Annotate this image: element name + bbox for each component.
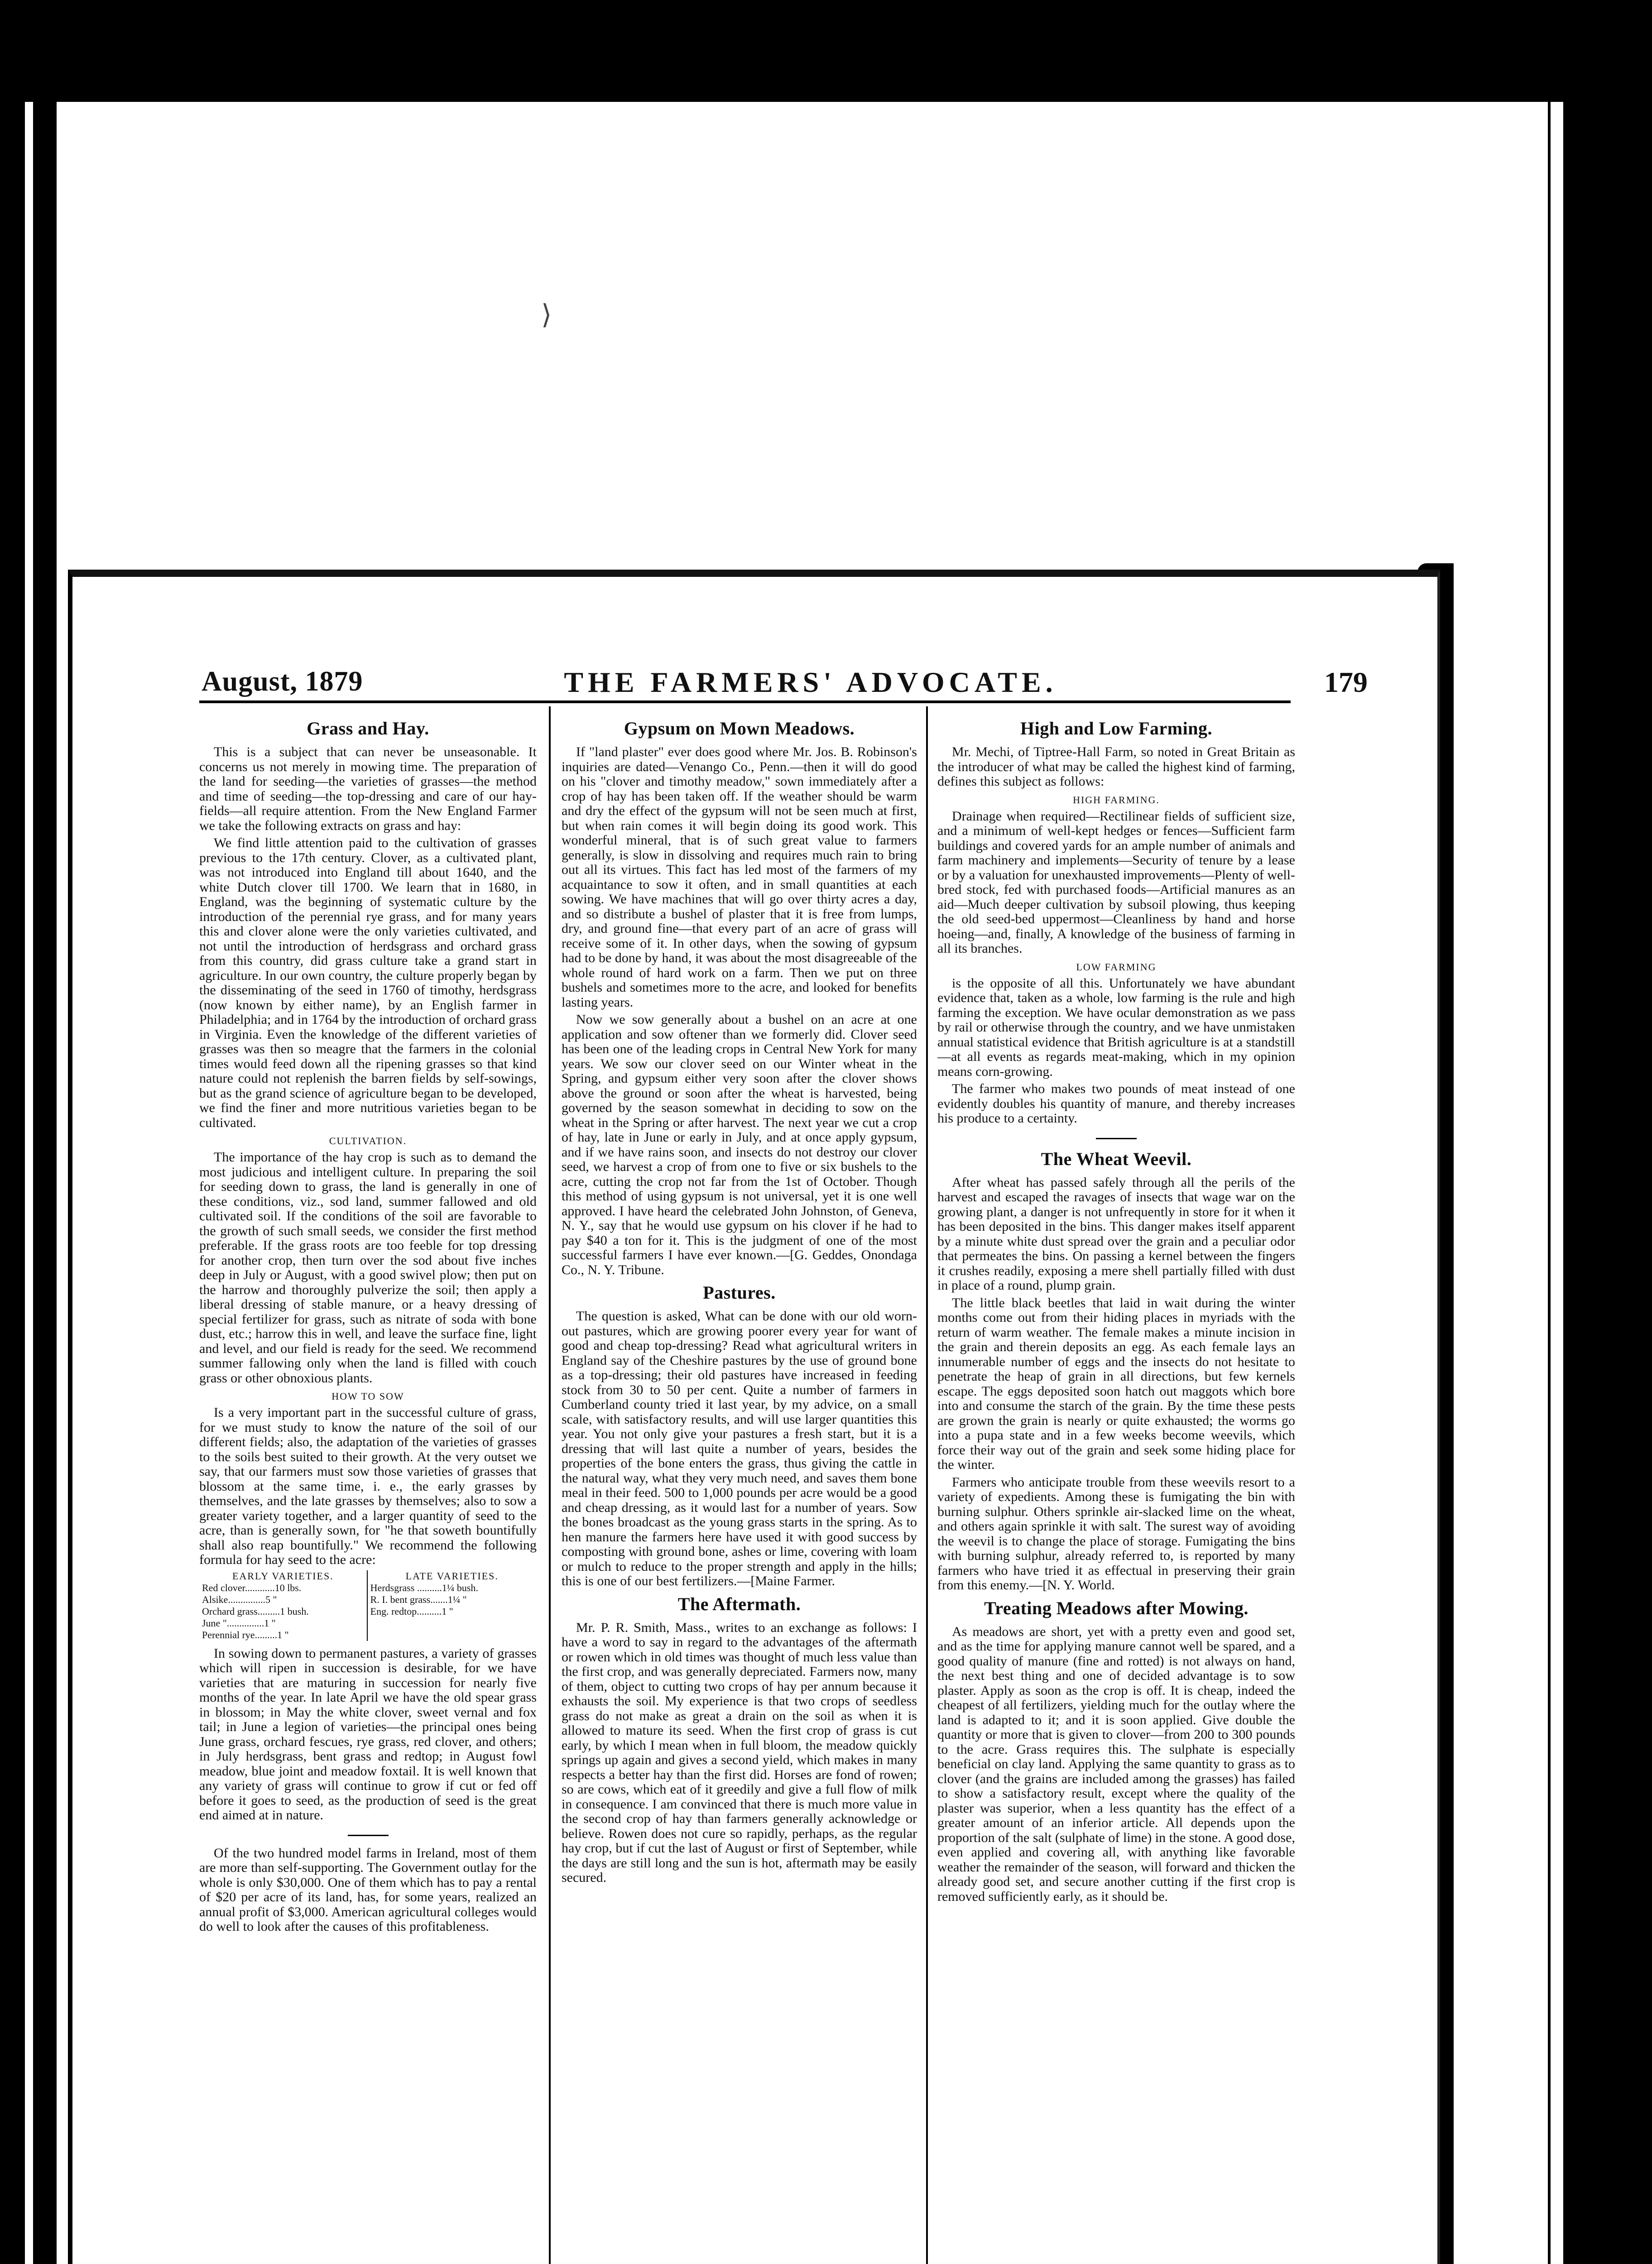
column-3 — [937, 713, 1295, 2253]
article-paragraph: The farmer who makes two pounds of meat instead of one evidently doubles his quantity of manure, and thereby increases his produce to a certainty. — [937, 1081, 1295, 1126]
table-cell: Perennial rye.........1 " — [202, 1629, 289, 1640]
table-row — [199, 1617, 537, 1629]
article-title-high-low-farming: High and Low Farming. — [1020, 718, 1212, 739]
table-row — [199, 1582, 537, 1594]
article-title-treating-meadows: Treating Meadows after Mowing. — [984, 1597, 1249, 1618]
article-title-wheat-weevil: The Wheat Weevil. — [1041, 1148, 1192, 1169]
column-divider-2 — [926, 706, 928, 2264]
scan-border-left-gap — [25, 102, 33, 2264]
table-cell: Alsike...............5 " — [202, 1593, 277, 1605]
table-cell — [367, 1629, 537, 1641]
column-divider-1 — [549, 706, 551, 2264]
page-header — [136, 666, 1368, 697]
article-title-grass-and-hay: Grass and Hay. — [307, 718, 429, 739]
table-row — [199, 1594, 537, 1606]
table-cell: June "...............1 " — [202, 1617, 276, 1629]
article-title-gypsum: Gypsum on Mown Meadows. — [624, 718, 855, 739]
article-paragraph: Mr. P. R. Smith, Mass., writes to an exchange as follows: I have a word to say in regard to the advantages of the aftermath or rowen which in old times was thought of much less value than the first crop, and was generally depreciated. Farmers now, many of them, object to cutting two crops of hay per annum because it exhausts the soil. My experience is that two crops of seedless grass do not make as great a drain on the soil as when it is allowed to mature its seed. When the first crop of grass is cut early, by which I mean when in full bloom, the meadow quickly springs up again and gives a second yield, which makes in many respects a better hay than the first did. Horses are fond of rowen; so are cows, which eat of it greedily and give a full flow of milk in consequence. I am convinced that there is much more value in the second crop of hay than farmers generally acknowledge or believe. Rowen does not cure so rapidly, perhaps, as the regular hay crop, but if cut the last of August or first of September, while the days are still long and the sun is hot, aftermath may be easily secured. — [562, 1620, 917, 1885]
article-paragraph: Is a very important part in the successful culture of grass, for we must study to know the nature of the soil of our different fields; also, the adaptation of the varieties of grasses to the soils best suited to their growth. At the very outset we say, that our farmers must sow those varieties of grasses that blossom at the same time, i. e., the early grasses by themselves, and the late grasses by themselves; also to sow a greater variety together, and a larger quantity of seed to the acre, than is generally sown, for "he that soweth bountifully shall also reap bountifully." We recommend the following formula for hay seed to the acre: — [199, 1405, 537, 1567]
article-paragraph: Now we sow generally about a bushel on an acre at one application and sow oftener than we formerly did. Clover seed has been one of the leading crops in Central New York for many years. We sow our clover seed on our Winter wheat in the Spring, and gypsum either very soon after the clover shows above the ground or soon after the wheat is harvested, being governed by the season somewhat in deciding to sow on the wheat in the Spring or after harvest. The next year we cut a crop of hay, late in June or early in July, and at once apply gypsum, and if we have rains soon, and insects do not destroy our clover seed, we harvest a crop of from one to five or six bushels to the acre, cutting the crop not far from the 1st of October. Though this method of using gypsum is not universal, yet it is one well approved. I have heard the celebrated John Johnston, of Geneva, N. Y., say that he would use gypsum on his clover if he had to pay $40 a ton for it. This is the judgment of one of the most successful farmers I have ever known.—[G. Geddes, Onondaga Co., N. Y. Tribune. — [562, 1012, 917, 1277]
page-number: 179 — [1324, 666, 1368, 698]
table-cell — [367, 1617, 537, 1629]
article-paragraph: After wheat has passed safely through all the perils of the harvest and escaped the ravages of insects that wage war on the growing plant, a danger is not unfrequently in store for it when it has been deposited in the bins. This danger makes itself apparent by a minute white dust spread over the grain and a peculiar odor that permeates the bins. On passing a kernel between the fingers it crushes readily, exposing a mere shell partially filled with dust in place of a round, plump grain. — [937, 1175, 1295, 1293]
table-row — [199, 1629, 537, 1641]
table-header-early: EARLY VARIETIES. — [232, 1570, 334, 1582]
masthead-title: THE FARMERS' ADVOCATE. — [564, 666, 1057, 698]
header-rule — [199, 700, 1291, 703]
scan-border-right — [1563, 0, 1652, 2264]
section-rule — [348, 1835, 389, 1836]
article-title-aftermath: The Aftermath. — [677, 1593, 801, 1614]
scan-border-top — [0, 0, 1652, 102]
article-paragraph: We find little attention paid to the cultivation of grasses previous to the 17th century. Clover, as a cultivated plant, was not introduced into England till about 1640, and the white Dutch clover till 1700. We learn that in 1680, in England, was the beginning of systematic culture by the introduction of the perennial rye grass, and for many years this and clover alone were the only varieties cultivated, and not until the introduction of herdsgrass and orchard grass from this country, did grass culture take a grand start in agriculture. In our own country, the culture properly began by the disseminating of the seed in 1760 of timothy, herdsgrass (now known by either name), by an English farmer in Philadelphia; and in 1764 by the introduction of orchard grass in Virginia. Even the knowledge of the different varieties of grasses was then so meagre that the farmers in the colonial times would feed down all the ripening grasses so that kind nature could not replenish the barren fields by self-sowings, but as the grand science of agriculture began to be developed, we find the finer and more nutritious varieties began to be cultivated. — [199, 835, 537, 1130]
article-paragraph: Drainage when required—Rectilinear fields of sufficient size, and a minimum of well-kept hedges or fences—Sufficient farm buildings and covered yards for an ample number of animals and farm machinery and implements—Security of tenure by a lease or by a valuation for unexhausted improvements—Plenty of well-bred stock, fed with purchased foods—Artificial manures as an aid—Much deeper cultivation by subsoil plowing, thus keeping the old seed-bed uppermost—Cleanliness by hand and horse hoeing—and, finally, A knowledge of the business of farming in all its branches. — [937, 808, 1295, 956]
article-paragraph: Of the two hundred model farms in Ireland, most of them are more than self-supporting. The Government outlay for the whole is only $30,000. One of them which has to pay a rental of $20 per acre of its land, has, for some years, realized an annual profit of $3,000. American agricultural colleges would do well to look after the causes of this profitableness. — [199, 1845, 537, 1934]
article-paragraph: The little black beetles that laid in wait during the winter months come out from their hiding places in myriads with the return of warm weather. The female makes a minute incision in the grain and therein deposits an egg. As each female lays an innumerable number of eggs and the insects do not hesitate to penetrate the heap of grain in all directions, but few kernels escape. The eggs deposited soon hatch out maggots which bore into and consume the starch of the grain. By the time these pests are grown the grain is nearly or quite exhausted; the worms go into a pupa state and in a few weeks become weevils, which force their way out of the grain and seek some hiding place for the winter. — [937, 1295, 1295, 1472]
article-paragraph: This is a subject that can never be unseasonable. It concerns us not merely in mowing time. The preparation of the land for seeding—the varieties of grasses—the method and time of seeding—the top-dressing and care of our hay-fields—all require attention. From the New England Farmer we take the following extracts on grass and hay: — [199, 744, 537, 833]
subheading-high-farming: HIGH FARMING. — [1073, 794, 1160, 806]
scan-edge-line — [1548, 102, 1551, 2264]
article-paragraph: The question is asked, What can be done with our old worn-out pastures, which are growing poorer every year for want of good and cheap top-dressing? Read what agricultural writers in England say of the Cheshire pastures by the use of ground bone as a top-dressing; their old pastures have increased in feeding stock from 30 to 50 per cent. Quite a number of farmers in Cumberland county tried it last year, by my advice, on a small scale, with satisfactory results, and will use larger quantities this year. You not only give your pastures a fresh start, but it is a dressing that will last quite a number of years, besides the properties of the bone enters the grass, thus giving the cattle in the natural way, what they very much need, and saves them bone meal in their feed. 500 to 1,000 pounds per acre would be a good and cheap dressing, as it would last for a number of years. Sow the bones broadcast as the young grass starts in the spring. As to hen manure the farmers here have used it with good success by composting with ground bone, ashes or lime, covering with loam or mulch to reduce to the proper strength and apply in the hills; this is one of our best fertilizers.—[Maine Farmer. — [562, 1309, 917, 1588]
margin-mark: ⟩ — [541, 300, 552, 330]
table-cell: R. I. bent grass.......1¼ " — [367, 1594, 537, 1606]
article-title-pastures: Pastures. — [703, 1282, 776, 1303]
table-cell: Red clover............10 lbs. — [202, 1582, 302, 1593]
issue-date: August, 1879 — [202, 666, 363, 697]
article-paragraph: As meadows are short, yet with a pretty even and good set, and as the time for applying manure cannot well be spared, and a good quality of manure (fine and rotted) is not always on hand, the next best thing and one of decided advantage is to sow plaster. Apply as soon as the crop is off. It is cheap, indeed the cheapest of all fertilizers, yielding much for the outlay where the land is adapted to it; and it is soon applied. Give double the quantity or more that is given to clover—from 200 to 300 pounds to the acre. Grass requires this. The sulphate is especially beneficial on clay land. Applying the same quantity to grass as to clover (and the grains are included among the grasses) has failed to show a satisfactory result, except where the quality of the plaster was superior, when a less quantity has the effect of a greater amount of an inferior article. All depends upon the proportion of the salt (sulphate of lime) in the stone. A good dose, even applied and covering all, with anything like favorable weather the remainder of the season, will forward and thicken the already good set, and secure another cutting if the first crop is removed sufficiently early, as it should be. — [937, 1624, 1295, 1904]
section-rule — [1096, 1138, 1137, 1139]
table-cell: Eng. redtop..........1 " — [367, 1606, 537, 1617]
seed-formula-table — [199, 1570, 537, 1641]
subheading-low-farming: LOW FARMING — [1076, 961, 1157, 973]
table-cell: Orchard grass.........1 bush. — [202, 1605, 309, 1617]
table-cell: Herdsgrass ..........1¼ bush. — [367, 1582, 537, 1594]
article-paragraph: In sowing down to permanent pastures, a variety of grasses which will ripen in succession is desirable, for we have varieties that are maturing in succession for nearly five months of the year. In late April we have the old spear grass in blossom; in May the white clover, sweet vernal and fox tail; in June a legion of varieties—the principal ones being June grass, orchard fescues, rye grass, red clover, and others; in July herdsgrass, bent grass and redtop; in August fowl meadow, blue joint and meadow foxtail. It is well known that any variety of grass will continue to grow if cut or fed off before it goes to seed, as the production of seed is the great end aimed at in nature. — [199, 1645, 537, 1823]
table-row — [199, 1606, 537, 1617]
subheading-cultivation: CULTIVATION. — [329, 1135, 407, 1146]
table-header-late: LATE VARIETIES. — [367, 1570, 537, 1582]
article-paragraph: is the opposite of all this. Unfortunately we have abundant evidence that, taken as a whole, low farming is the rule and high farming the exception. We have ocular demonstration as we pass by rail or otherwise through the country, and we have unmistaken annual statistical evidence that British agriculture is at a standstill—at all events as regards meat-making, which in my opinion means corn-growing. — [937, 975, 1295, 1079]
article-paragraph: Mr. Mechi, of Tiptree-Hall Farm, so noted in Great Britain as the introducer of what may be called the highest kind of farming, defines this subject as follows: — [937, 744, 1295, 789]
article-paragraph: If "land plaster" ever does good where Mr. Jos. B. Robinson's inquiries are dated—Venango Co., Penn.—then it will do good on his "clover and timothy meadow," sown immediately after a crop of hay has been taken off. If the weather should be warm and dry the effect of the gypsum will not be seen much at first, but when rain comes it will begin doing its good work. This wonderful mineral, that is of such great value to farmers generally, is slow in dissolving and requires much rain to bring out all its virtues. This fact has led most of the farmers of my acquaintance to sow it often, and in small quantities at each sowing. We have machines that will go over thirty acres a day, and so distribute a bushel of plaster that it is free from lumps, dry, and ground fine—that every part of an acre of grass will receive some of it. In other days, when the sowing of gypsum had to be done by hand, it was about the most disagreeable of the whole round of hard work on a farm. Then we put on three bushels and sometimes more to the acre, and looked for benefits lasting years. — [562, 744, 917, 1010]
article-paragraph: The importance of the hay crop is such as to demand the most judicious and intelligent culture. In preparing the soil for seeding down to grass, the land is generally in one of these conditions, viz., sod land, summer fallowed and old cultivated soil. If the conditions of the soil are favorable to the growth of such small seeds, we consider the first method preferable. If the grass roots are too feeble for top dressing for another crop, then turn over the sod about five inches deep in July or August, with a good swivel plow; then put on the harrow and thoroughly pulverize the soil; then apply a liberal dressing of stable manure, or a heavy dressing of special fertilizer for grass, such as nitrate of soda with bone dust, etc.; harrow this in well, and leave the surface fine, light and level, and our field is ready for the seed. We recommend summer fallowing only when the land is filled with couch grass or other obnoxious plants. — [199, 1150, 537, 1386]
subheading-how-to-sow: HOW TO SOW — [331, 1391, 404, 1402]
column-2 — [562, 713, 917, 2264]
column-1 — [199, 713, 537, 2264]
article-paragraph: Farmers who anticipate trouble from these weevils resort to a variety of expedients. Among these is fumigating the bin with burning sulphur. Others sprinkle air-slacked lime on the wheat, and others again sprinkle it with salt. The surest way of avoiding the weevil is to change the place of storage. Fumigating the bins with burning sulphur, already referred to, is reported by many farmers who have tried it as effectual in preserving their grain from this enemy.—[N. Y. World. — [937, 1474, 1295, 1592]
